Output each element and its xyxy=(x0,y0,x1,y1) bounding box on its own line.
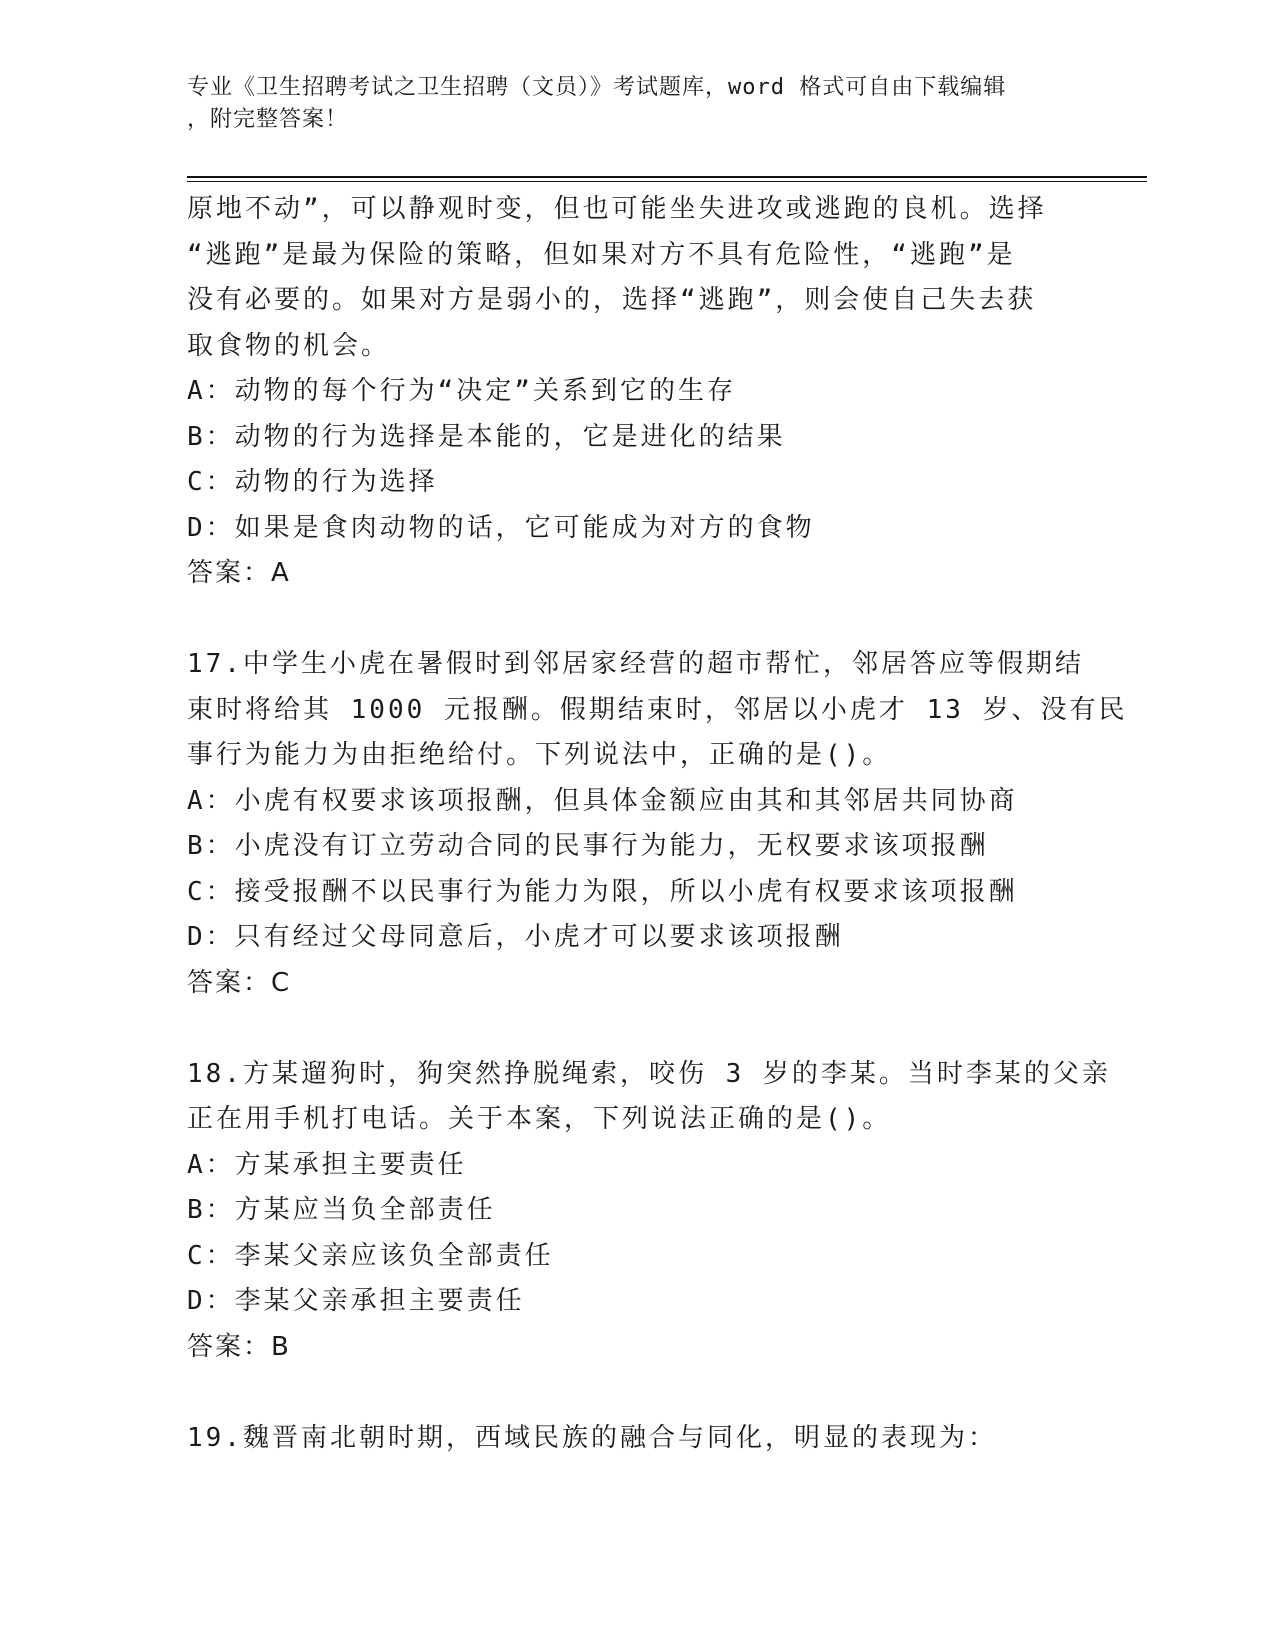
document-body xyxy=(187,187,1128,1461)
question-stem-line: 取食物的机会。 xyxy=(187,330,391,361)
option-a: A：小虎有权要求该项报酬，但具体金额应由其和其邻居共同协商 xyxy=(187,785,1018,816)
option-d: D：如果是食肉动物的话，它可能成为对方的食物 xyxy=(187,512,815,543)
question-18 xyxy=(187,1052,1111,1371)
option-b: B：小虎没有订立劳动合同的民事行为能力，无权要求该项报酬 xyxy=(187,831,989,861)
question-16 xyxy=(187,187,1087,597)
option-c: C：动物的行为选择 xyxy=(187,467,438,497)
question-17 xyxy=(187,642,1128,1006)
question-stem-line: “逃跑”是最为保险的策略，但如果对方不具有危险性，“逃跑”是 xyxy=(187,239,1016,270)
question-stem-line: 束时将给其 1000 元报酬。假期结束时，邻居以小虎才 13 岁、没有民 xyxy=(187,694,1128,725)
header-line-2: ，附完整答案！ xyxy=(187,107,349,132)
option-b: B：方某应当负全部责任 xyxy=(187,1195,496,1225)
option-d: D：只有经过父母同意后，小虎才可以要求该项报酬 xyxy=(187,922,844,952)
question-stem-line: 没有必要的。如果对方是弱小的，选择“逃跑”，则会使自己失去获 xyxy=(187,285,1037,315)
question-stem-line: 正在用手机打电话。关于本案，下列说法正确的是()。 xyxy=(187,1104,892,1134)
question-19 xyxy=(187,1416,1087,1462)
option-a: A：方某承担主要责任 xyxy=(187,1149,467,1180)
page-header xyxy=(187,72,1067,136)
spacer xyxy=(187,1006,1087,1052)
spacer xyxy=(187,597,1087,643)
option-a: A：动物的每个行为“决定”关系到它的生存 xyxy=(187,376,736,406)
answer-line: 答案：B xyxy=(187,1331,291,1362)
option-c: C：接受报酬不以民事行为能力为限，所以小虎有权要求该项报酬 xyxy=(187,876,1018,907)
header-rule-thin xyxy=(187,181,1147,182)
question-stem-line: 原地不动”，可以静观时变，但也可能坐失进攻或逃跑的良机。选择 xyxy=(187,194,1047,224)
question-stem-line: 19.魏晋南北朝时期，西域民族的融合与同化，明显的表现为： xyxy=(187,1422,997,1453)
option-b: B：动物的行为选择是本能的，它是进化的结果 xyxy=(187,421,786,452)
header-rule-thick xyxy=(187,176,1147,178)
option-c: C：李某父亲应该负全部责任 xyxy=(187,1240,554,1271)
answer-line: 答案：A xyxy=(187,558,291,588)
option-d: D：李某父亲承担主要责任 xyxy=(187,1286,525,1316)
spacer xyxy=(187,1370,1087,1416)
question-stem-line: 事行为能力为由拒绝给付。下列说法中，正确的是()。 xyxy=(187,740,892,770)
header-line-1: 专业《卫生招聘考试之卫生招聘（文员）》考试题库，word 格式可自由下载编辑 xyxy=(187,75,1007,100)
question-stem-line: 18.方某遛狗时，狗突然挣脱绳索，咬伤 3 岁的李某。当时李某的父亲 xyxy=(187,1058,1111,1089)
answer-line: 答案：C xyxy=(187,967,292,998)
question-stem-line: 17.中学生小虎在暑假时到邻居家经营的超市帮忙，邻居答应等假期结 xyxy=(187,649,1084,679)
